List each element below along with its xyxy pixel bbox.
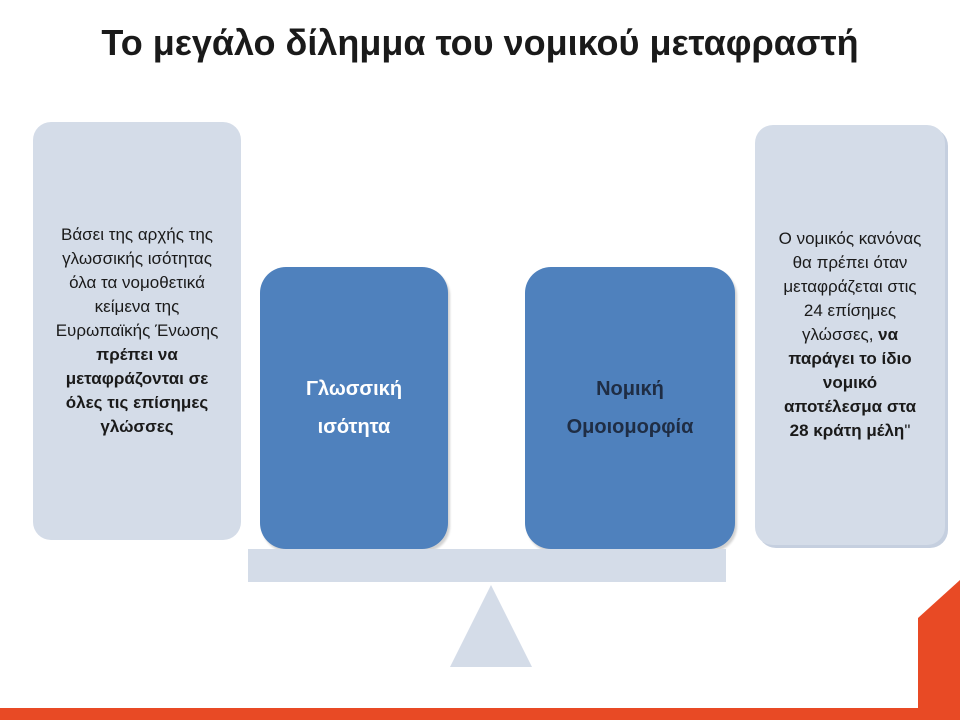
description-regular-text: Βάσει της αρχής της γλωσσικής ισότητας όλα τα νομοθετικά κείμενα της Ευρωπαϊκής Ένωσης [55, 225, 219, 340]
linguistic-equality-label-line2: ισότητα [317, 416, 391, 438]
linguistic-equality-label-line1: Γλωσσική [305, 378, 403, 400]
legal-uniformity-description [755, 125, 945, 545]
scale-fulcrum-triangle [450, 585, 532, 667]
description-regular-text: Ο νομικός κανόνας θα πρέπει όταν μεταφράζεται στις 24 επίσημες γλώσσες, [778, 229, 922, 344]
corner-accent-shape [918, 580, 960, 708]
legal-uniformity-label-line1: Νομική [596, 378, 664, 400]
linguistic-equality-description [33, 122, 241, 540]
description-bold-text: να παράγει το ίδιο νομικό αποτέλεσμα στα 28 κράτη μέλη [783, 325, 917, 440]
description-tail-text: " [904, 421, 911, 440]
legal-uniformity-box [525, 267, 735, 549]
legal-uniformity-description-text [777, 227, 923, 443]
slide-title: Το μεγάλο δίλημμα του νομικού μεταφραστή [101, 22, 859, 63]
scale-beam [248, 549, 726, 582]
linguistic-equality-box [260, 267, 448, 549]
bottom-accent-bar [0, 708, 960, 720]
description-bold-text: πρέπει να μεταφράζονται σε όλες τις επίσημες γλώσσες [65, 345, 209, 436]
legal-uniformity-label-line2: Ομοιομορφία [566, 416, 694, 438]
linguistic-equality-description-text [47, 223, 227, 439]
